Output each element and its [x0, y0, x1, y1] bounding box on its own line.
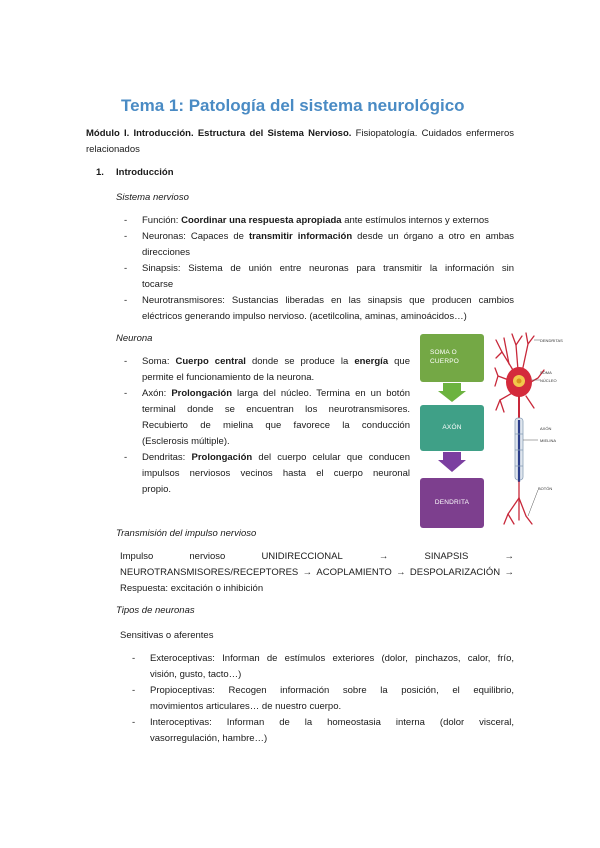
- list-item: Interoceptivas: Informan de la homeostasia interna (dolor visceral, vasorregulación, hambre…): [150, 717, 514, 744]
- sistema-heading: Sistema nervioso: [116, 192, 189, 203]
- diagram-box-axon: AXÓN: [420, 405, 484, 451]
- list-item: Neuronas: Capaces de transmitir información desde un órgano a otro en ambas direcciones: [142, 231, 514, 258]
- neuron-illustration: [494, 330, 563, 528]
- neuron-label: SOMA: [540, 370, 552, 375]
- list-item-axon: Axón: Prolongación larga del núcleo. Termina en un botón terminal donde se encuentran los neurotransmisores. Recubierto de mielina que favorece la conducción (Esclerosis múltiple).: [142, 388, 411, 447]
- arrow-down-icon: [438, 391, 466, 402]
- bullet-dash: -: [124, 452, 128, 463]
- list-item-dendritas: Dendritas: Prolongación del cuerpo celular que conducen impulsos nerviosos vecinos hasta el cuerpo neuronal propio.: [142, 452, 411, 495]
- neurona-heading: Neurona: [116, 333, 153, 344]
- transmision-heading: Transmisión del impulso nervioso: [116, 528, 257, 539]
- list-item: Función: Coordinar una respuesta apropiada ante estímulos internos y externos: [142, 215, 489, 226]
- section-heading: Introducción: [116, 167, 174, 178]
- module-rest: Fisiopatología. Cuidados enfermeros: [351, 128, 514, 139]
- transmision-line3: Respuesta: excitación o inhibición: [120, 583, 264, 594]
- module-line: [86, 126, 514, 158]
- bullet-dash: -: [124, 231, 128, 242]
- list-item: Exteroceptivas: Informan de estímulos exteriores (dolor, pinchazos, calor, frío, visión, gusto, tacto…): [150, 653, 514, 680]
- transmision-line1: Impulso nervioso UNIDIRECCIONAL → SINAPSIS →: [120, 551, 514, 562]
- neuron-label: MIELINA: [540, 438, 557, 443]
- tipos-subheading: Sensitivas o aferentes: [120, 630, 214, 641]
- neuron-label: DENDRITAS: [540, 338, 563, 343]
- list-item: Propioceptivas: Recogen información sobre la posición, el equilibrio, movimientos articulares… de nuestro cuerpo.: [150, 685, 514, 712]
- bullet-dash: -: [124, 295, 128, 306]
- arrow-down-icon: [438, 460, 466, 472]
- bullet-dash: -: [124, 215, 128, 226]
- section-number: 1.: [96, 167, 104, 178]
- bullet-dash: -: [124, 263, 128, 274]
- bullet-dash: -: [132, 685, 136, 696]
- neuron-label: NÚCLEO: [540, 378, 557, 383]
- module-rest-line2: relacionados: [86, 144, 140, 155]
- transmision-line2: NEUROTRANSMISORES/RECEPTORES → ACOPLAMIENTO → DESPOLARIZACIÓN →: [120, 567, 514, 578]
- page-title: Tema 1: Patología del sistema neurológico: [121, 96, 465, 115]
- diagram-arrow-stem: [443, 452, 461, 460]
- module-bold: Módulo I. Introducción. Estructura del Sistema Nervioso.: [86, 128, 352, 139]
- neuron-label: AXÓN: [540, 426, 552, 431]
- bullet-dash: -: [124, 356, 128, 367]
- list-item: Sinapsis: Sistema de unión entre neuronas para transmitir la información sin tocarse: [142, 263, 514, 290]
- list-item: Neurotransmisores: Sustancias liberadas en las sinapsis que producen cambios eléctricos generando impulso nervioso. (acetilcolina, aminas, aminoácidos…): [142, 295, 514, 322]
- neuron-label: BOTÓN: [538, 486, 553, 491]
- diagram-box-soma: SOMA O CUERPO: [420, 334, 484, 382]
- bullet-dash: -: [132, 653, 136, 664]
- diagram-arrow-stem: [443, 383, 461, 391]
- list-item-soma: Soma: Cuerpo central donde se produce la energía que permite el funcionamiento de la neurona.: [142, 356, 410, 383]
- diagram-box-dendrita: DENDRITA: [420, 478, 484, 528]
- bullet-dash: -: [124, 388, 128, 399]
- bullet-dash: -: [132, 717, 136, 728]
- tipos-heading: Tipos de neuronas: [116, 605, 195, 616]
